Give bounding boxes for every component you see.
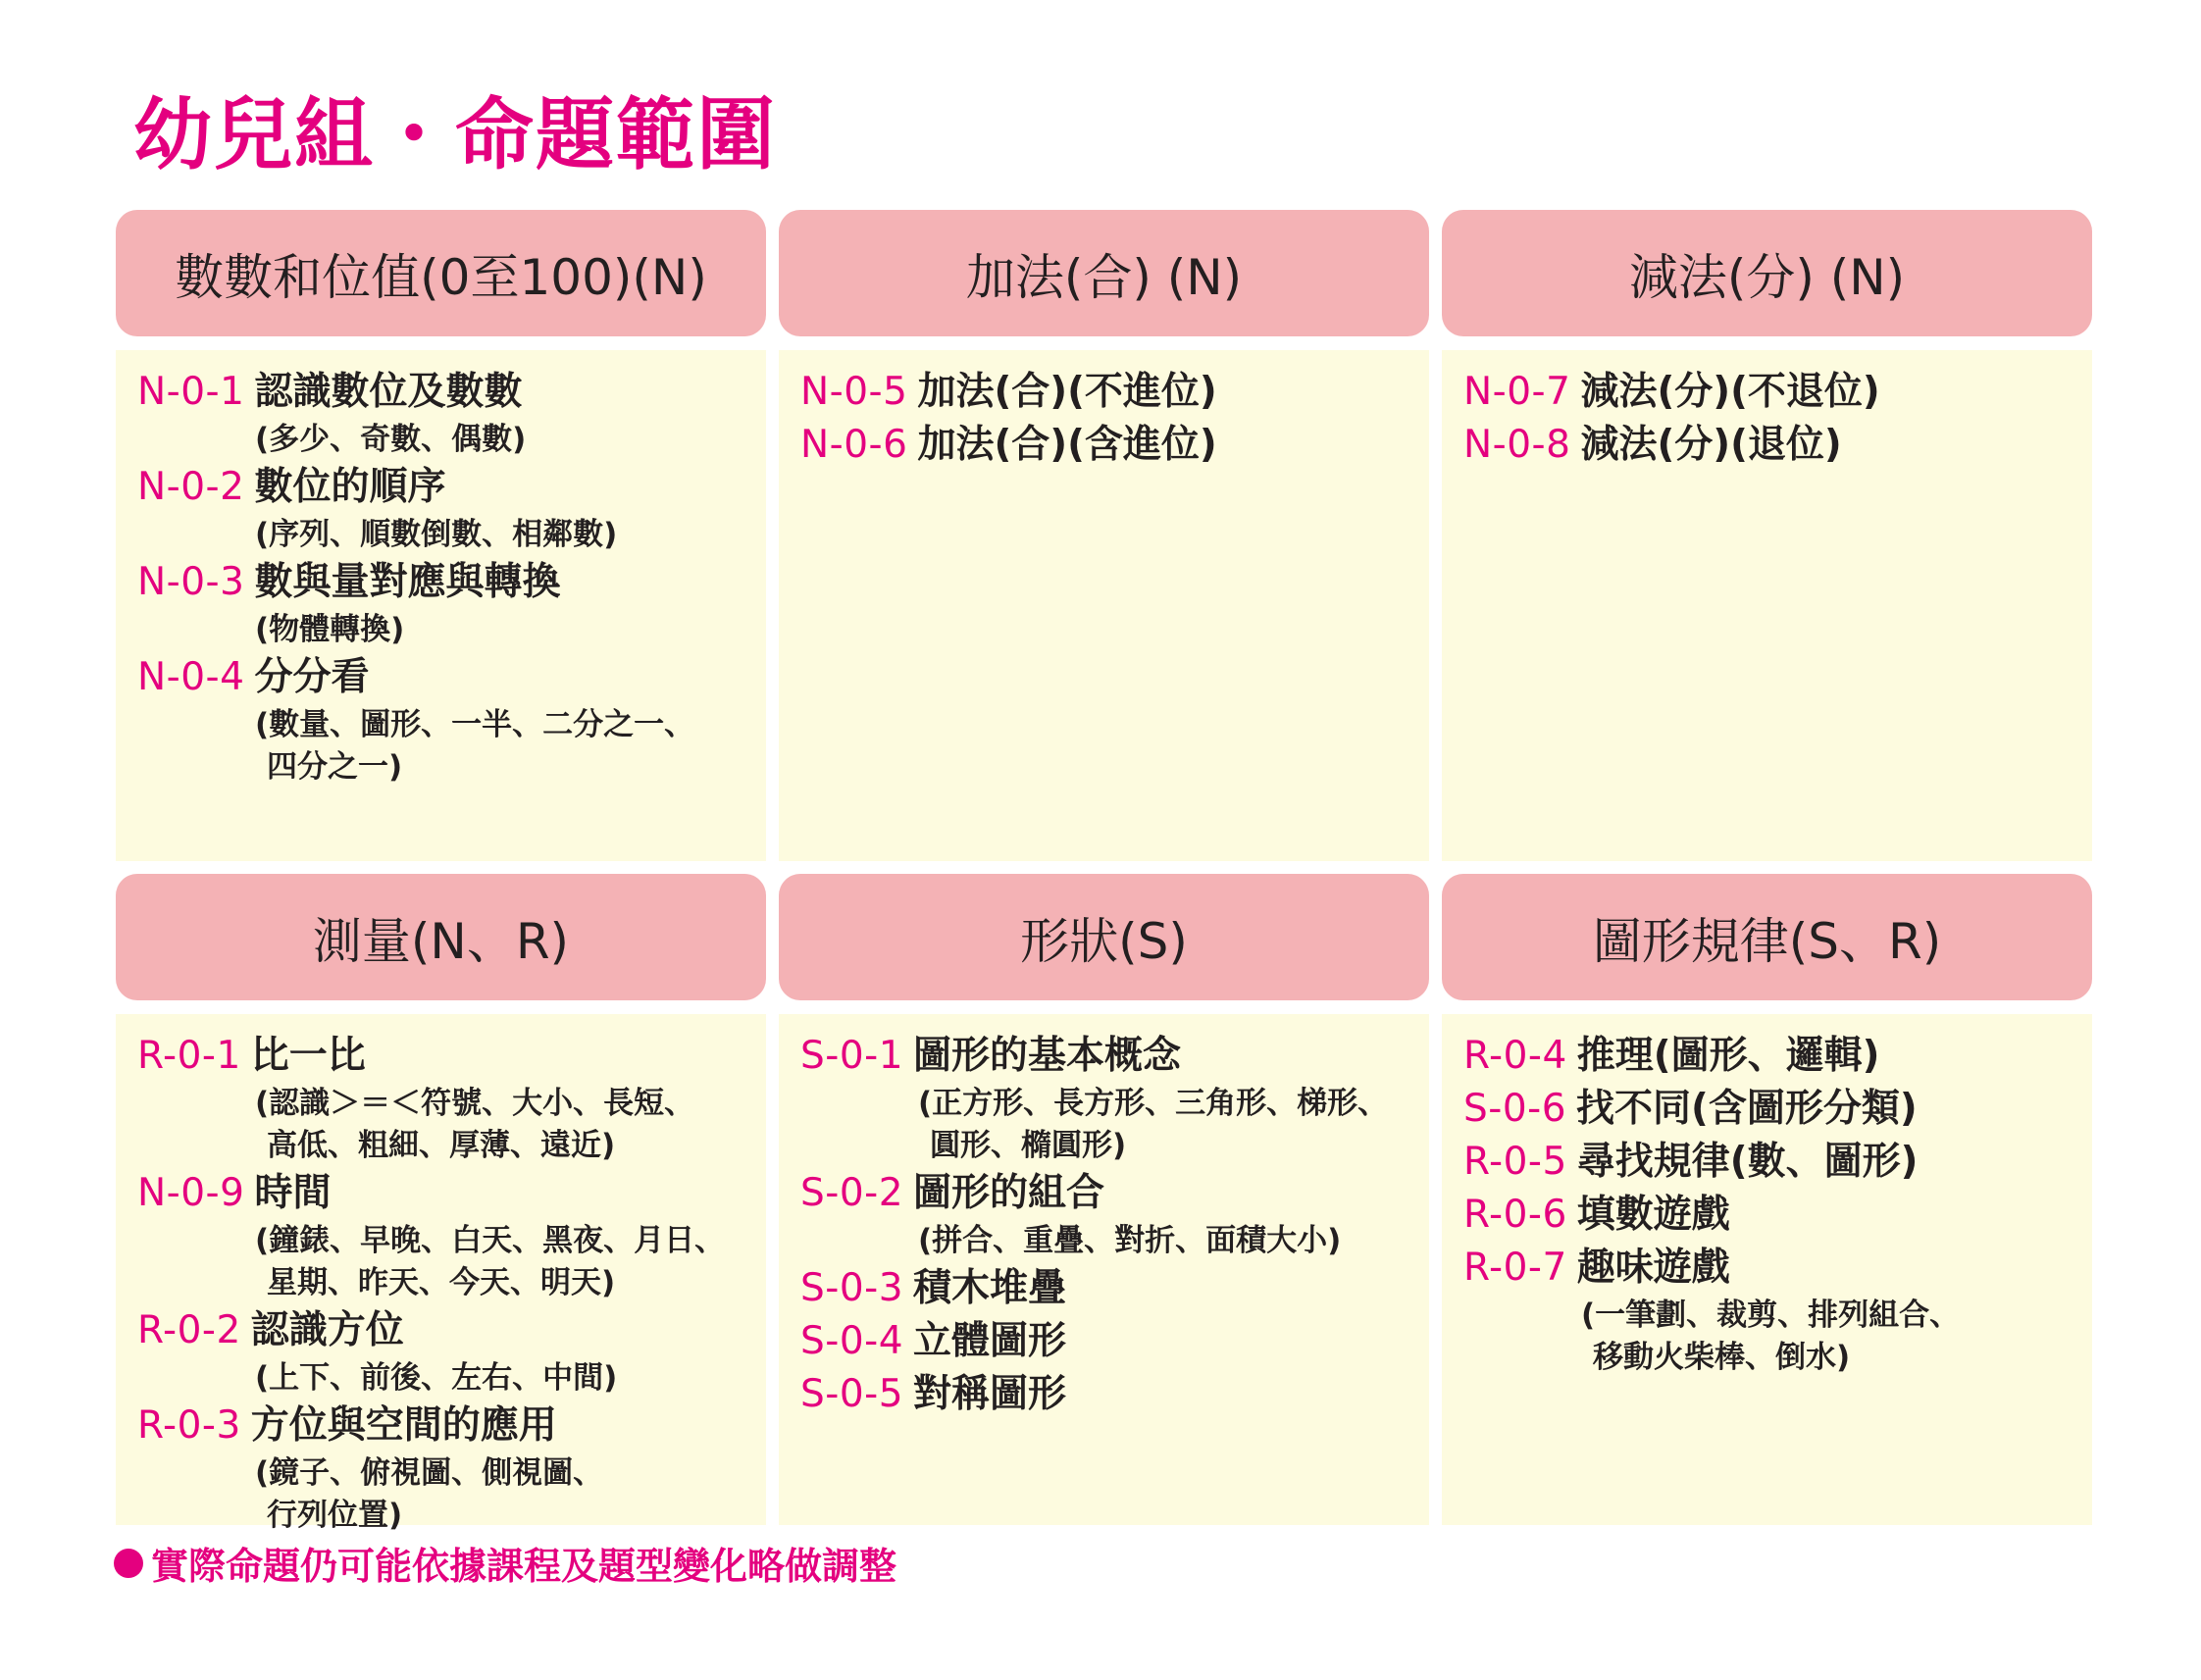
- topic-item: [800, 366, 1429, 419]
- section-header: 加法(合) (N): [779, 210, 1429, 336]
- section-panel: [779, 1014, 1429, 1525]
- topic-line: [800, 1030, 1429, 1083]
- topic-detail-line: (多少、奇數、偶數): [255, 422, 527, 457]
- topic-code: R-0-1: [137, 1034, 241, 1078]
- topic-name: 數位的順序: [254, 465, 446, 509]
- topic-name: 積木堆疊: [913, 1266, 1067, 1310]
- topic-line: [800, 1315, 1429, 1368]
- topic-detail-line: (上下、前後、左右、中間): [255, 1360, 618, 1396]
- topic-line: [1463, 1136, 2092, 1189]
- topic-name: 認識數位及數數: [254, 370, 523, 414]
- topic-item: [137, 461, 766, 556]
- topic-line: [137, 461, 766, 514]
- topic-code: R-0-4: [1463, 1034, 1567, 1078]
- topic-detail-line: 高低、粗細、厚薄、遠近): [267, 1128, 616, 1163]
- topic-code: N-0-4: [137, 655, 245, 699]
- topic-item: [137, 1400, 766, 1537]
- topic-detail-line: (正方形、長方形、三角形、梯形、: [918, 1086, 1389, 1121]
- topic-code: N-0-6: [800, 423, 908, 467]
- topic-line: [1463, 1189, 2092, 1242]
- topic-line: [800, 1262, 1429, 1315]
- topic-item: [137, 556, 766, 651]
- topic-detail-line: (鐘錶、早晚、白天、黑夜、月日、: [255, 1223, 726, 1258]
- topic-detail-line: (鏡子、俯視圖、側視圖、: [255, 1455, 604, 1491]
- topic-detail-line: 星期、昨天、今天、明天): [267, 1265, 616, 1300]
- topic-name: 加法(合)(含進位): [917, 423, 1217, 467]
- topic-item: [1463, 366, 2092, 419]
- topic-code: S-0-1: [800, 1034, 904, 1078]
- topic-name: 加法(合)(不進位): [917, 370, 1217, 414]
- topic-item: [137, 651, 766, 789]
- topic-code: N-0-3: [137, 560, 245, 604]
- topic-code: R-0-5: [1463, 1140, 1567, 1184]
- section-panel: [779, 350, 1429, 861]
- topic-code: R-0-2: [137, 1308, 241, 1352]
- topic-item: [1463, 1083, 2092, 1136]
- topic-line: [1463, 1083, 2092, 1136]
- topic-name: 趣味遊戲: [1576, 1246, 1730, 1290]
- topic-name: 填數遊戲: [1576, 1193, 1730, 1237]
- section-header: 數數和位值(0至100)(N): [116, 210, 766, 336]
- section-panel: [116, 350, 766, 861]
- topic-item: [800, 1262, 1429, 1315]
- topic-code: N-0-9: [137, 1171, 245, 1215]
- topic-code: S-0-5: [800, 1372, 904, 1416]
- topic-code: S-0-6: [1463, 1087, 1567, 1131]
- topic-detail: [137, 514, 766, 556]
- topic-code: N-0-5: [800, 370, 908, 414]
- topic-detail: [1463, 1295, 2092, 1379]
- topic-name: 尋找規律(數、圖形): [1576, 1140, 1919, 1184]
- topic-code: N-0-7: [1463, 370, 1571, 414]
- topic-name: 圖形的組合: [913, 1171, 1105, 1215]
- topic-detail-line: (拼合、重疊、對折、面積大小): [918, 1223, 1342, 1258]
- topic-line: [1463, 419, 2092, 472]
- topic-item: [800, 1030, 1429, 1167]
- topic-code: R-0-3: [137, 1403, 241, 1448]
- topic-detail: [800, 1220, 1429, 1262]
- topic-detail-line: (物體轉換): [255, 612, 405, 647]
- topic-code: N-0-8: [1463, 423, 1571, 467]
- topic-item: [800, 419, 1429, 472]
- topic-line: [137, 1030, 766, 1083]
- topic-item: [800, 1315, 1429, 1368]
- topic-line: [800, 1368, 1429, 1421]
- topic-detail-line: 圓形、橢圓形): [930, 1128, 1127, 1163]
- topic-line: [137, 556, 766, 609]
- topic-code: S-0-2: [800, 1171, 904, 1215]
- topic-code: R-0-6: [1463, 1193, 1567, 1237]
- topic-item: [1463, 419, 2092, 472]
- topic-detail: [137, 1452, 766, 1537]
- topic-name: 找不同(含圖形分類): [1576, 1087, 1918, 1131]
- topic-name: 時間: [254, 1171, 332, 1215]
- topic-detail: [137, 419, 766, 461]
- section-panel: [1442, 1014, 2092, 1525]
- topic-name: 立體圖形: [913, 1319, 1067, 1363]
- topic-code: N-0-1: [137, 370, 245, 414]
- topic-item: [137, 1167, 766, 1304]
- topic-code: N-0-2: [137, 465, 245, 509]
- topic-detail: [137, 1357, 766, 1400]
- topic-code: S-0-4: [800, 1319, 904, 1363]
- topic-name: 認識方位: [250, 1308, 404, 1352]
- topic-detail-line: 移動火柴棒、倒水): [1593, 1340, 1851, 1375]
- footnote: [114, 1536, 896, 1590]
- topic-item: [137, 1304, 766, 1400]
- section-panel: [116, 1014, 766, 1533]
- topic-detail-line: (一筆劃、裁剪、排列組合、: [1581, 1298, 1961, 1333]
- section-header: 形狀(S): [779, 874, 1429, 1000]
- topic-line: [800, 1167, 1429, 1220]
- topic-item: [1463, 1030, 2092, 1083]
- topic-name: 方位與空間的應用: [250, 1403, 557, 1448]
- topic-name: 比一比: [250, 1034, 366, 1078]
- topic-detail: [137, 1083, 766, 1167]
- section-panel: [1442, 350, 2092, 861]
- topic-line: [137, 1400, 766, 1452]
- topic-name: 對稱圖形: [913, 1372, 1067, 1416]
- topic-line: [137, 1167, 766, 1220]
- topic-line: [800, 366, 1429, 419]
- topic-name: 減法(分)(不退位): [1580, 370, 1880, 414]
- topic-name: 減法(分)(退位): [1580, 423, 1842, 467]
- topic-line: [137, 1304, 766, 1357]
- footnote-text: 實際命題仍可能依據課程及題型變化略做調整: [151, 1545, 897, 1588]
- page-title: 幼兒組・命題範圍: [133, 89, 777, 180]
- bullet-icon: [114, 1549, 143, 1578]
- section-header: 測量(N、R): [116, 874, 766, 1000]
- topic-detail: [137, 609, 766, 651]
- topic-detail: [137, 1220, 766, 1304]
- topic-line: [137, 366, 766, 419]
- topic-detail-line: (序列、順數倒數、相鄰數): [255, 517, 618, 552]
- topic-line: [800, 419, 1429, 472]
- topic-line: [1463, 1242, 2092, 1295]
- topic-item: [1463, 1189, 2092, 1242]
- topic-detail-line: 四分之一): [267, 749, 403, 785]
- topic-line: [1463, 366, 2092, 419]
- topic-item: [1463, 1242, 2092, 1379]
- topic-item: [1463, 1136, 2092, 1189]
- topic-detail-line: 行列位置): [267, 1498, 403, 1533]
- topic-name: 分分看: [254, 655, 370, 699]
- topic-line: [137, 651, 766, 704]
- topic-detail-line: (認識＞＝＜符號、大小、長短、: [255, 1086, 695, 1121]
- topic-item: [137, 366, 766, 461]
- topic-code: S-0-3: [800, 1266, 904, 1310]
- topic-item: [800, 1167, 1429, 1262]
- topic-name: 圖形的基本概念: [913, 1034, 1182, 1078]
- section-header: 圖形規律(S、R): [1442, 874, 2092, 1000]
- topic-detail: [137, 704, 766, 789]
- topic-line: [1463, 1030, 2092, 1083]
- topic-name: 推理(圖形、邏輯): [1576, 1034, 1880, 1078]
- topic-code: R-0-7: [1463, 1246, 1567, 1290]
- topic-detail-line: (數量、圖形、一半、二分之一、: [255, 707, 695, 742]
- topic-item: [137, 1030, 766, 1167]
- topic-name: 數與量對應與轉換: [254, 560, 561, 604]
- topic-item: [800, 1368, 1429, 1421]
- topic-detail: [800, 1083, 1429, 1167]
- section-header: 減法(分) (N): [1442, 210, 2092, 336]
